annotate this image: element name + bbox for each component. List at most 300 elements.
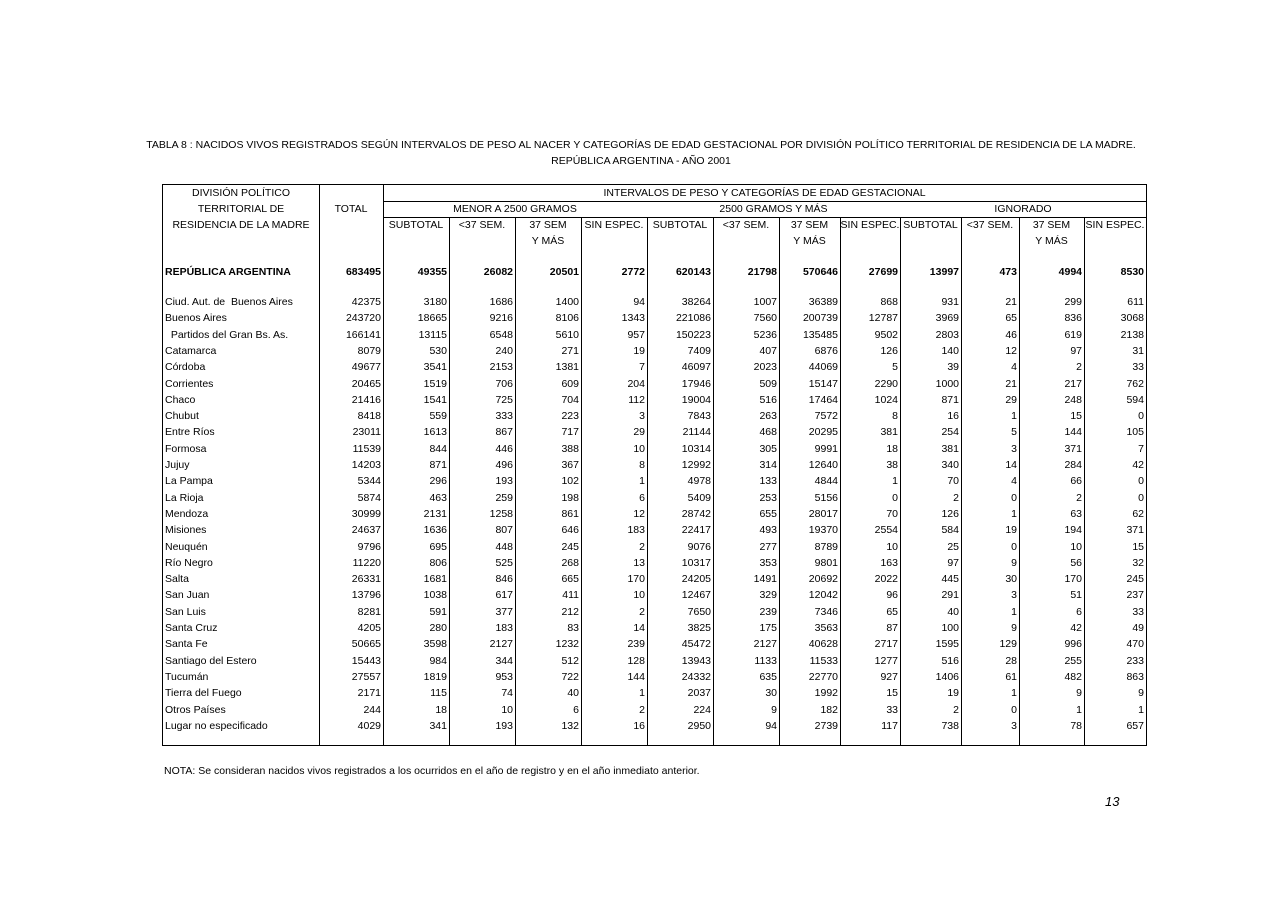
province-row-value: 100 xyxy=(941,622,959,634)
province-row-value: 371 xyxy=(1126,524,1144,537)
province-row-value: 0 xyxy=(1138,475,1144,488)
province-row-value: 8 xyxy=(639,459,645,471)
province-row-value: 19 xyxy=(1005,524,1017,537)
province-row-value: 183 xyxy=(627,524,645,537)
province-row-value: 706 xyxy=(495,377,513,390)
province-row-value: 5 xyxy=(1011,426,1017,439)
province-row-value: 44069 xyxy=(808,361,838,374)
province-row-value: 70 xyxy=(947,475,959,488)
province-row-value: 29 xyxy=(633,426,645,439)
province-row-value: 3541 xyxy=(423,361,447,374)
province-row-value: 129 xyxy=(999,638,1017,651)
header-subcol: 37 SEM xyxy=(790,219,829,231)
province-row-value: 102 xyxy=(561,475,579,488)
province-row-value: 1406 xyxy=(935,670,959,683)
province-row-value: 446 xyxy=(495,442,513,455)
national-row-name: REPÚBLICA ARGENTINA xyxy=(165,266,291,278)
province-row-value: 7650 xyxy=(687,605,711,618)
province-row-value: 26331 xyxy=(351,573,381,586)
province-row-value: 2950 xyxy=(687,719,711,732)
province-row-value: 19 xyxy=(633,344,645,357)
province-row-value: 12042 xyxy=(808,589,838,602)
province-row-value: 846 xyxy=(495,573,513,586)
province-row-value: 329 xyxy=(759,589,777,602)
province-row-value: 5156 xyxy=(814,491,838,504)
province-row-value: 6 xyxy=(1076,605,1082,618)
header-subcol: <37 SEM. xyxy=(458,219,506,231)
province-row-value: 1343 xyxy=(621,312,645,325)
province-row-name: Tucumán xyxy=(165,670,209,683)
province-row-name: Neuquén xyxy=(165,540,208,553)
province-row-value: 49677 xyxy=(351,361,381,374)
province-row-value: 15147 xyxy=(808,377,838,390)
province-row-value: 509 xyxy=(759,377,777,390)
province-row-value: 1613 xyxy=(423,426,447,439)
province-row-value: 9991 xyxy=(814,442,838,455)
province-row-value: 984 xyxy=(429,654,447,667)
province-row-value: 12992 xyxy=(681,459,711,471)
province-row-value: 1038 xyxy=(423,589,447,602)
province-row-name: Santiago del Estero xyxy=(165,654,257,667)
province-row-value: 305 xyxy=(759,442,777,455)
header-subcol: Y MÁS xyxy=(793,235,826,247)
province-row-value: 284 xyxy=(1064,459,1082,471)
province-row-value: 9076 xyxy=(687,540,711,553)
header-subcol: SIN ESPEC. xyxy=(1085,219,1145,231)
province-row-value: 97 xyxy=(1070,344,1082,357)
province-row-value: 135485 xyxy=(802,328,838,341)
province-row-value: 9 xyxy=(1138,687,1144,700)
province-row-value: 268 xyxy=(561,556,579,569)
province-row-value: 7843 xyxy=(687,410,711,423)
province-row-value: 4029 xyxy=(357,719,381,732)
province-row-value: 21 xyxy=(1005,296,1017,308)
province-row-value: 70 xyxy=(886,507,898,520)
province-row-value: 2127 xyxy=(489,638,513,651)
header-divider xyxy=(383,201,1146,202)
province-row-value: 807 xyxy=(495,524,513,537)
province-row-value: 277 xyxy=(759,540,777,553)
header-division-label: RESIDENCIA DE LA MADRE xyxy=(172,219,310,231)
province-row-name: Entre Ríos xyxy=(165,426,215,439)
province-row-value: 132 xyxy=(561,719,579,732)
province-row-value: 8 xyxy=(892,410,898,423)
province-row-value: 38 xyxy=(886,459,898,471)
province-row-value: 7 xyxy=(1138,442,1144,455)
national-row-value: 27699 xyxy=(868,266,898,278)
province-row-name: Catamarca xyxy=(165,344,217,357)
province-row-value: 931 xyxy=(941,296,959,308)
province-row-name: Partidos del Gran Bs. As. xyxy=(165,328,289,341)
province-row-name: Santa Cruz xyxy=(165,622,218,634)
province-row-value: 5874 xyxy=(357,491,381,504)
province-row-value: 2 xyxy=(639,605,645,618)
province-row-value: 33 xyxy=(1132,361,1144,374)
province-row-value: 871 xyxy=(429,459,447,471)
header-subcol: SUBTOTAL xyxy=(652,219,708,231)
province-row-value: 28742 xyxy=(681,507,711,520)
province-row-value: 2127 xyxy=(753,638,777,651)
province-row-value: 245 xyxy=(561,540,579,553)
province-row-value: 2153 xyxy=(489,361,513,374)
province-row-value: 223 xyxy=(561,410,579,423)
province-row-value: 10 xyxy=(633,589,645,602)
province-row-value: 1 xyxy=(1011,507,1017,520)
province-row-value: 1541 xyxy=(423,393,447,406)
province-row-value: 7560 xyxy=(753,312,777,325)
province-row-value: 28017 xyxy=(808,507,838,520)
province-row-name: Río Negro xyxy=(165,556,213,569)
province-row-value: 594 xyxy=(1126,393,1144,406)
province-row-value: 2 xyxy=(639,540,645,553)
province-row-value: 299 xyxy=(1064,296,1082,308)
province-row-value: 725 xyxy=(495,393,513,406)
province-row-value: 806 xyxy=(429,556,447,569)
province-row-value: 468 xyxy=(759,426,777,439)
province-row-value: 10317 xyxy=(681,556,711,569)
province-row-value: 15 xyxy=(1132,540,1144,553)
province-row-value: 8106 xyxy=(555,312,579,325)
province-row-value: 344 xyxy=(495,654,513,667)
province-row-value: 74 xyxy=(501,687,513,700)
province-row-value: 7572 xyxy=(814,410,838,423)
province-row-value: 170 xyxy=(1064,573,1082,586)
province-row-value: 21 xyxy=(1005,377,1017,390)
province-row-value: 12640 xyxy=(808,459,838,471)
province-row-value: 17946 xyxy=(681,377,711,390)
page-number: 13 xyxy=(1105,794,1120,809)
province-row-value: 3 xyxy=(1011,442,1017,455)
province-row-value: 23011 xyxy=(352,426,381,439)
province-row-value: 445 xyxy=(941,573,959,586)
province-row-name: Mendoza xyxy=(165,507,209,520)
province-row-value: 2739 xyxy=(814,719,838,732)
province-row-value: 15 xyxy=(886,687,898,700)
province-row-value: 1519 xyxy=(423,377,447,390)
province-row-value: 1 xyxy=(1011,687,1017,700)
province-row-value: 28 xyxy=(1005,654,1017,667)
province-row-value: 0 xyxy=(1138,491,1144,504)
province-row-value: 2803 xyxy=(935,328,959,341)
province-row-value: 212 xyxy=(561,605,579,618)
province-row-name: San Luis xyxy=(165,605,206,618)
province-row-value: 619 xyxy=(1064,328,1082,341)
province-row-value: 3563 xyxy=(814,622,838,634)
header-divider xyxy=(383,217,1146,218)
province-row-value: 244 xyxy=(363,703,381,716)
province-row-value: 1681 xyxy=(423,573,447,586)
province-row-value: 482 xyxy=(1064,670,1082,683)
province-row-value: 25 xyxy=(947,540,959,553)
province-row-value: 49 xyxy=(1132,622,1144,634)
province-row-value: 704 xyxy=(561,393,579,406)
province-row-value: 8079 xyxy=(357,344,381,357)
province-row-value: 193 xyxy=(495,475,513,488)
province-row-value: 33 xyxy=(1132,605,1144,618)
province-row-name: Jujuy xyxy=(165,459,190,471)
province-row-value: 1992 xyxy=(814,687,838,700)
header-division-label: TERRITORIAL DE xyxy=(197,203,285,215)
province-row-value: 1 xyxy=(639,687,645,700)
province-row-value: 1 xyxy=(639,475,645,488)
province-row-value: 21144 xyxy=(682,426,711,439)
province-row-value: 9502 xyxy=(874,328,898,341)
province-row-value: 867 xyxy=(495,426,513,439)
province-row-value: 11220 xyxy=(352,556,381,569)
province-row-value: 1 xyxy=(1011,410,1017,423)
header-subcol: 37 SEM xyxy=(1032,219,1071,231)
province-row-value: 22417 xyxy=(681,524,711,537)
province-row-value: 4 xyxy=(1011,361,1017,374)
province-row-value: 8789 xyxy=(814,540,838,553)
province-row-value: 996 xyxy=(1064,638,1082,651)
province-row-value: 193 xyxy=(495,719,513,732)
national-row-value: 13997 xyxy=(929,266,959,278)
province-row-value: 2290 xyxy=(874,377,898,390)
province-row-value: 10 xyxy=(501,703,513,716)
province-row-value: 1258 xyxy=(489,507,513,520)
header-total: TOTAL xyxy=(334,203,368,215)
province-row-value: 198 xyxy=(561,491,579,504)
province-row-value: 24637 xyxy=(351,524,381,537)
province-row-value: 584 xyxy=(941,524,959,537)
province-row-value: 3180 xyxy=(423,296,447,308)
province-row-value: 18 xyxy=(886,442,898,455)
province-row-value: 126 xyxy=(880,344,898,357)
province-row-value: 175 xyxy=(759,622,777,634)
province-row-value: 2037 xyxy=(687,687,711,700)
province-row-value: 1000 xyxy=(935,377,959,390)
province-row-value: 239 xyxy=(759,605,777,618)
header-subcol: Y MÁS xyxy=(1035,235,1068,247)
province-row-value: 97 xyxy=(947,556,959,569)
province-row-name: Chaco xyxy=(165,393,196,406)
province-row-value: 1 xyxy=(892,475,898,488)
province-row-value: 3969 xyxy=(935,312,959,325)
province-row-value: 411 xyxy=(562,589,579,602)
national-row-value: 21798 xyxy=(747,266,777,278)
province-row-value: 6 xyxy=(639,491,645,504)
province-row-value: 3598 xyxy=(423,638,447,651)
province-row-value: 4 xyxy=(1011,475,1017,488)
province-row-value: 9 xyxy=(1011,556,1017,569)
national-row-value: 620143 xyxy=(675,266,711,278)
province-row-value: 38264 xyxy=(681,296,711,308)
province-row-value: 237 xyxy=(1126,589,1144,602)
province-row-value: 13115 xyxy=(418,328,447,341)
province-row-value: 16 xyxy=(633,719,645,732)
province-row-value: 20465 xyxy=(351,377,381,390)
province-row-value: 10314 xyxy=(681,442,711,455)
national-row-value: 4994 xyxy=(1058,266,1082,278)
province-row-value: 609 xyxy=(561,377,579,390)
province-row-value: 4205 xyxy=(357,622,381,634)
province-row-value: 1007 xyxy=(753,296,777,308)
province-row-value: 18665 xyxy=(417,312,447,325)
province-row-value: 5409 xyxy=(687,491,711,504)
province-row-value: 194 xyxy=(1064,524,1082,537)
province-row-value: 512 xyxy=(561,654,579,667)
province-row-value: 367 xyxy=(561,459,579,471)
province-row-value: 381 xyxy=(941,442,959,455)
province-row-value: 182 xyxy=(820,703,838,716)
province-row-value: 30999 xyxy=(351,507,381,520)
province-row-value: 45472 xyxy=(681,638,711,651)
province-row-value: 1133 xyxy=(754,654,777,667)
province-row-value: 2138 xyxy=(1120,328,1144,341)
province-row-value: 63 xyxy=(1070,507,1082,520)
province-row-value: 0 xyxy=(1011,491,1017,504)
national-row-value: 49355 xyxy=(417,266,447,278)
province-row-value: 144 xyxy=(627,670,645,683)
province-row-value: 115 xyxy=(430,687,447,700)
province-row-value: 2554 xyxy=(874,524,898,537)
province-row-value: 6548 xyxy=(489,328,513,341)
province-row-name: San Juan xyxy=(165,589,210,602)
province-row-value: 1381 xyxy=(555,361,579,374)
header-group: MENOR A 2500 GRAMOS xyxy=(453,203,577,215)
province-row-value: 217 xyxy=(1064,377,1082,390)
province-row-value: 259 xyxy=(495,491,513,504)
province-row-value: 83 xyxy=(567,622,579,634)
province-row-value: 7409 xyxy=(687,344,711,357)
province-row-value: 40628 xyxy=(808,638,838,651)
province-row-value: 6 xyxy=(573,703,579,716)
province-row-value: 200739 xyxy=(802,312,838,325)
province-row-value: 371 xyxy=(1064,442,1082,455)
province-row-value: 32 xyxy=(1132,556,1144,569)
province-row-value: 144 xyxy=(1064,426,1082,439)
province-row-value: 738 xyxy=(941,719,959,732)
province-row-value: 722 xyxy=(561,670,579,683)
province-row-value: 863 xyxy=(1126,670,1144,683)
header-subcol: 37 SEM xyxy=(529,219,567,231)
province-row-value: 2 xyxy=(1076,491,1082,504)
province-row-value: 112 xyxy=(628,393,645,406)
province-row-value: 17464 xyxy=(808,393,838,406)
province-row-value: 5344 xyxy=(357,475,381,488)
national-row-value: 26082 xyxy=(483,266,513,278)
province-row-value: 30 xyxy=(765,687,777,700)
province-row-value: 9796 xyxy=(357,540,381,553)
province-row-value: 1024 xyxy=(874,393,898,406)
province-row-value: 1819 xyxy=(423,670,447,683)
province-row-value: 3 xyxy=(1011,719,1017,732)
province-row-value: 24332 xyxy=(681,670,711,683)
province-row-value: 2 xyxy=(639,703,645,716)
province-row-name: Formosa xyxy=(165,442,207,455)
national-row-value: 8530 xyxy=(1120,266,1144,278)
province-row-value: 5236 xyxy=(753,328,777,341)
province-row-value: 3068 xyxy=(1120,312,1144,325)
province-row-name: Santa Fe xyxy=(165,638,208,651)
province-row-value: 40 xyxy=(567,687,579,700)
province-row-value: 30 xyxy=(1005,573,1017,586)
province-row-value: 381 xyxy=(880,426,898,439)
province-row-value: 953 xyxy=(495,670,513,683)
province-row-value: 1277 xyxy=(874,654,898,667)
province-row-value: 9216 xyxy=(489,312,513,325)
province-row-value: 611 xyxy=(1127,296,1144,308)
province-row-value: 254 xyxy=(941,426,959,439)
province-row-value: 9 xyxy=(1076,687,1082,700)
province-row-value: 280 xyxy=(429,622,447,634)
header-group: 2500 GRAMOS Y MÁS xyxy=(719,203,828,215)
province-row-value: 0 xyxy=(892,491,898,504)
province-row-value: 166141 xyxy=(345,328,381,341)
province-row-value: 240 xyxy=(495,344,513,357)
province-row-value: 13796 xyxy=(351,589,381,602)
province-row-value: 233 xyxy=(1126,654,1144,667)
province-row-value: 470 xyxy=(1126,638,1144,651)
province-row-name: La Rioja xyxy=(165,491,204,504)
province-row-value: 24205 xyxy=(681,573,711,586)
province-row-value: 94 xyxy=(633,296,645,308)
province-row-value: 2131 xyxy=(423,507,447,520)
province-row-value: 591 xyxy=(429,605,447,618)
province-row-value: 868 xyxy=(880,296,898,308)
province-row-value: 1595 xyxy=(935,638,959,651)
province-row-value: 333 xyxy=(495,410,513,423)
province-row-value: 51 xyxy=(1070,589,1082,602)
province-row-value: 296 xyxy=(429,475,447,488)
table-title: TABLA 8 : NACIDOS VIVOS REGISTRADOS SEGÚN INTERVALOS DE PESO AL NACER Y CATEGORÍAS DE EDAD GESTACIONAL POR DIVISIÓN POLÍTICO TERRITORIAL DE RESIDENCIA DE LA MADRE. xyxy=(146,139,1136,151)
province-row-value: 224 xyxy=(693,703,711,716)
province-row-value: 248 xyxy=(1064,393,1082,406)
province-row-value: 12467 xyxy=(681,589,711,602)
province-row-value: 42 xyxy=(1132,459,1144,471)
province-row-value: 516 xyxy=(759,393,777,406)
header-intervals: INTERVALOS DE PESO Y CATEGORÍAS DE EDAD GESTACIONAL xyxy=(603,187,926,199)
province-row-value: 14 xyxy=(633,622,645,634)
province-row-value: 36389 xyxy=(808,296,838,308)
province-row-value: 2 xyxy=(953,703,959,716)
province-row-name: Ciud. Aut. de Buenos Aires xyxy=(165,296,293,308)
province-row-value: 29 xyxy=(1005,393,1017,406)
province-row-value: 163 xyxy=(880,556,898,569)
province-row-value: 7346 xyxy=(814,605,838,618)
header-subcol: <37 SEM. xyxy=(722,219,770,231)
province-row-value: 530 xyxy=(429,344,447,357)
province-row-value: 62 xyxy=(1132,507,1144,520)
province-row-value: 1636 xyxy=(423,524,447,537)
province-row-value: 27557 xyxy=(351,670,381,683)
province-row-value: 10 xyxy=(633,442,645,455)
province-row-value: 0 xyxy=(1011,540,1017,553)
province-row-value: 255 xyxy=(1064,654,1082,667)
province-row-value: 2 xyxy=(953,491,959,504)
province-row-value: 11539 xyxy=(352,442,381,455)
province-row-value: 4978 xyxy=(687,475,711,488)
province-row-value: 1491 xyxy=(753,573,777,586)
province-row-value: 15 xyxy=(1070,410,1082,423)
province-row-value: 14 xyxy=(1005,459,1017,471)
header-subcol: SIN ESPEC. xyxy=(840,219,900,231)
province-row-value: 9 xyxy=(1011,622,1017,634)
province-row-value: 314 xyxy=(759,459,777,471)
national-row-value: 473 xyxy=(999,266,1017,278)
province-row-value: 5610 xyxy=(555,328,579,341)
province-row-value: 105 xyxy=(1126,426,1144,439)
province-row-value: 13 xyxy=(633,556,645,569)
province-row-value: 6876 xyxy=(814,344,838,357)
province-row-value: 493 xyxy=(759,524,777,537)
province-row-value: 2022 xyxy=(874,573,898,586)
province-row-value: 50665 xyxy=(351,638,381,651)
province-row-value: 559 xyxy=(429,410,447,423)
province-row-name: Lugar no especificado xyxy=(165,719,268,732)
province-row-value: 239 xyxy=(627,638,645,651)
